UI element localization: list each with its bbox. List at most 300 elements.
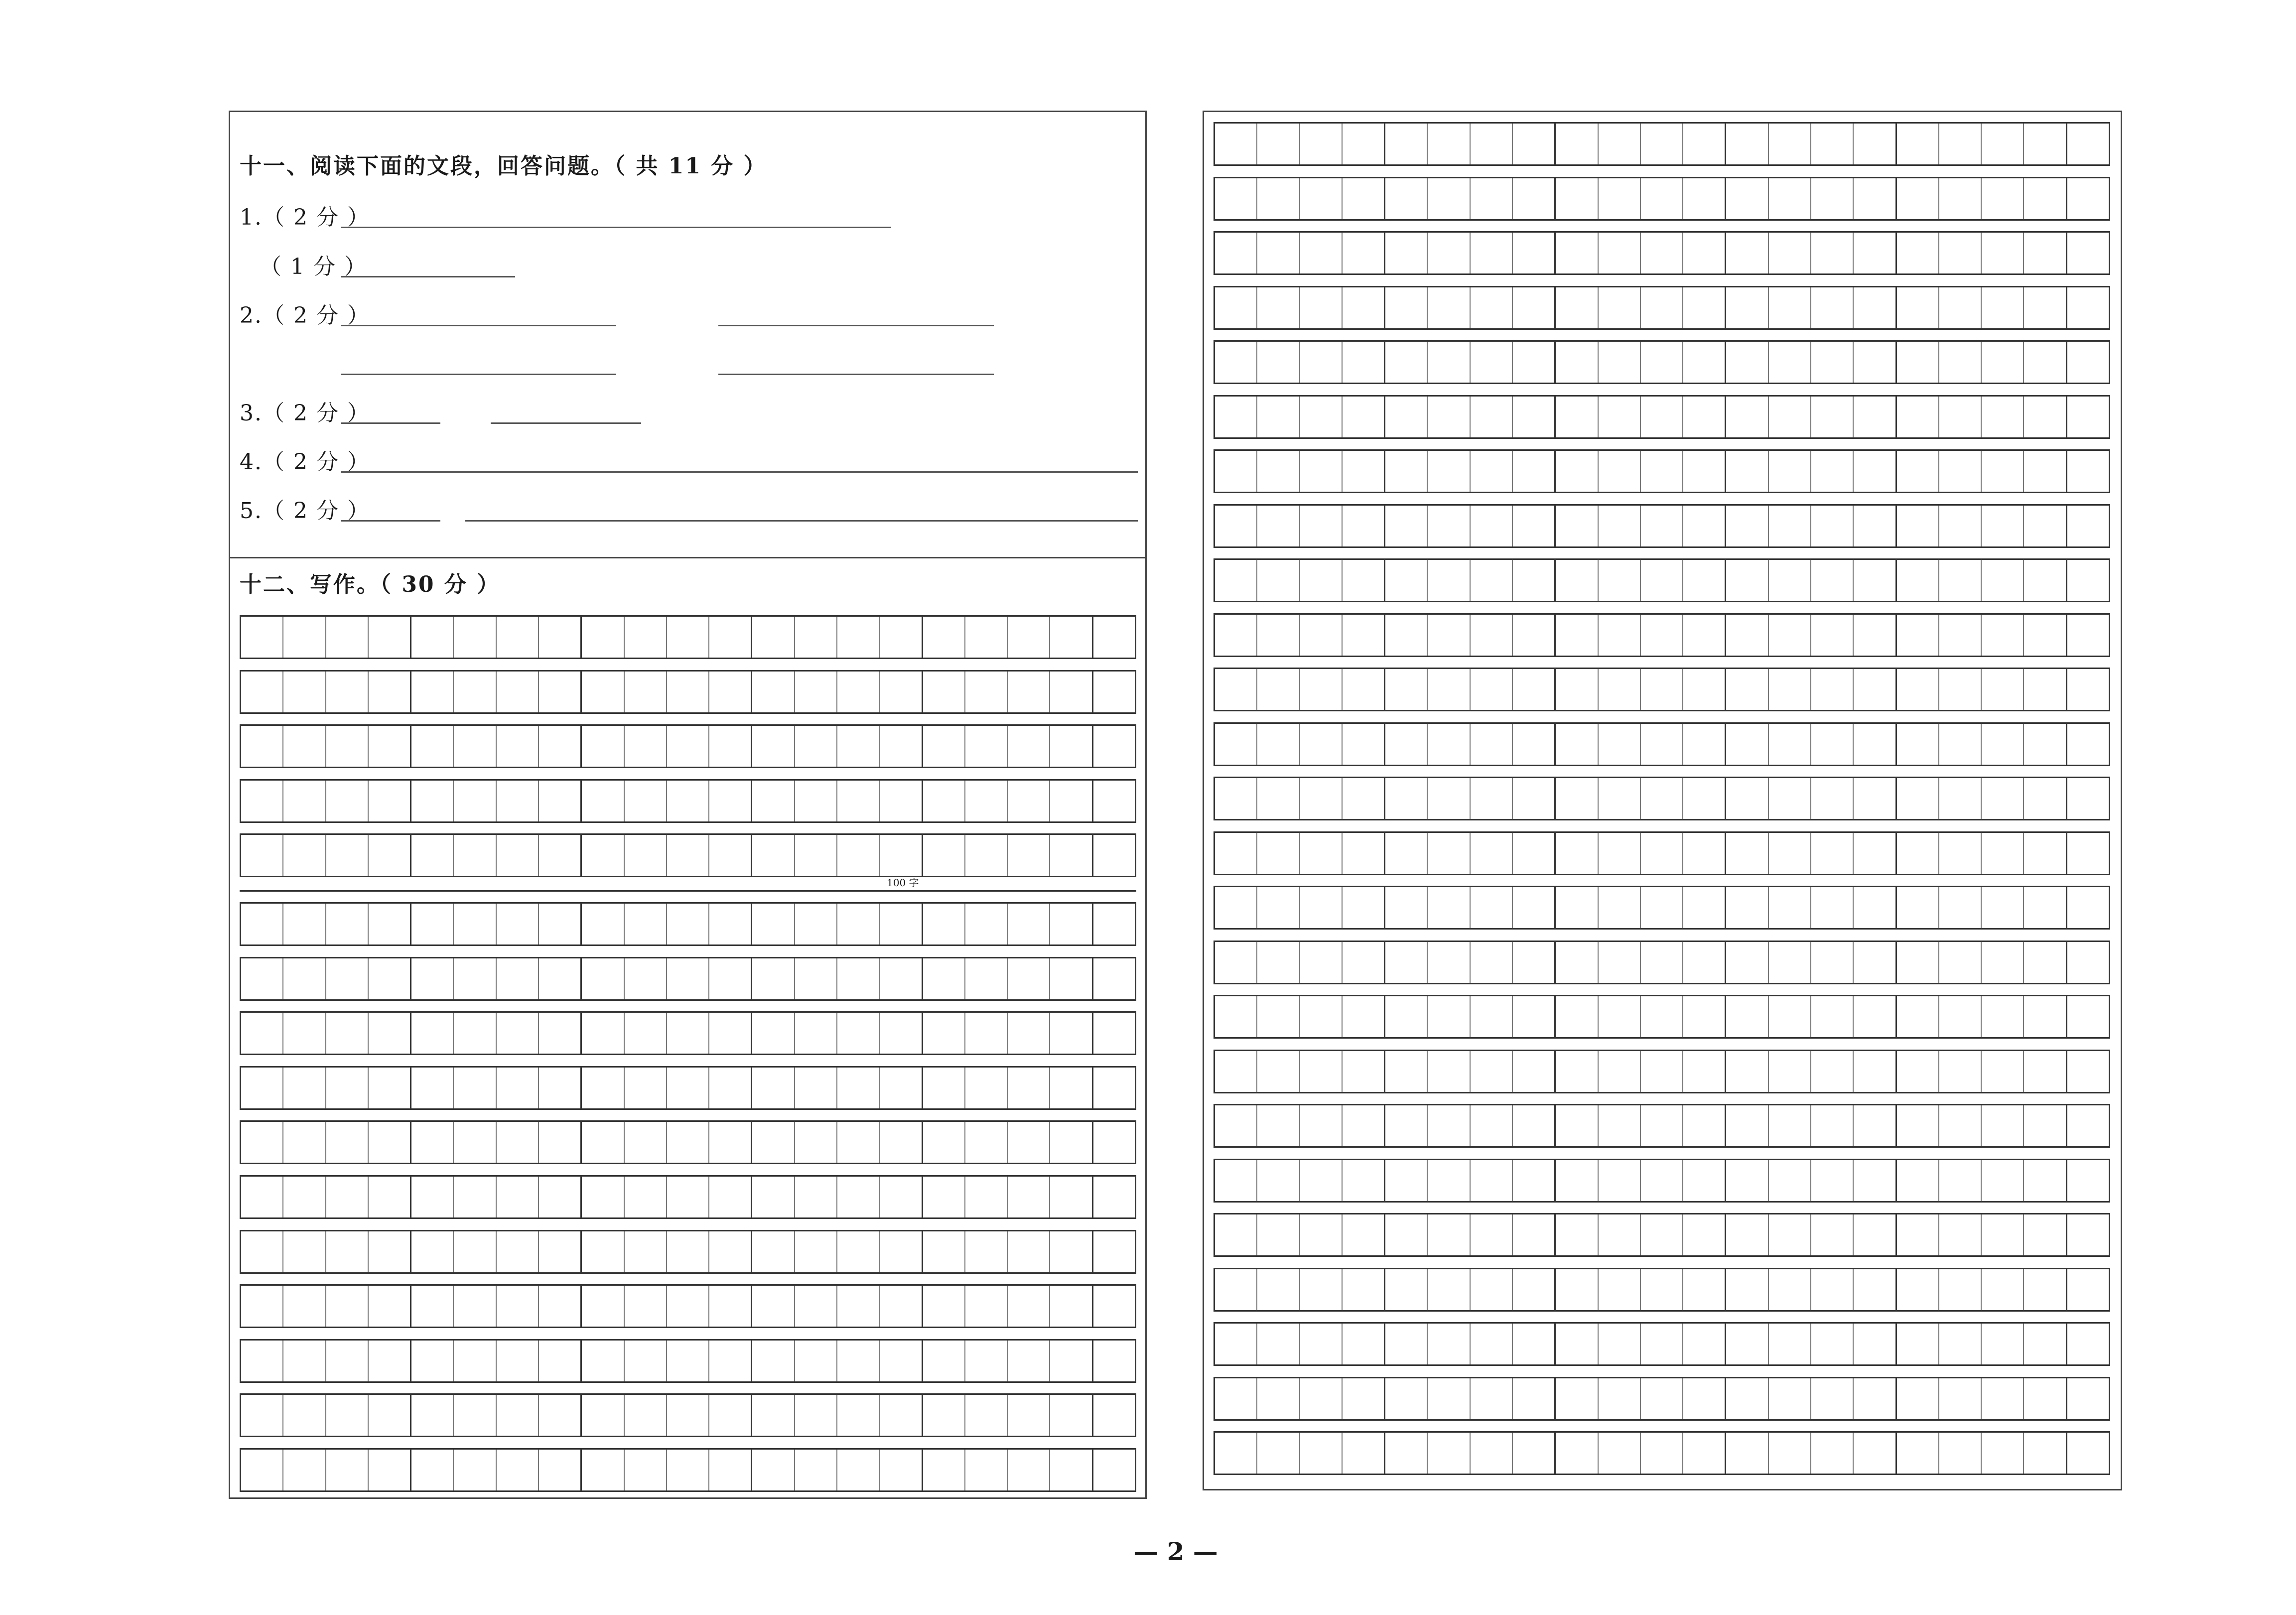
grid-cell[interactable] — [837, 1395, 880, 1436]
grid-cell[interactable] — [1050, 1450, 1093, 1490]
grid-cell[interactable] — [326, 958, 369, 999]
grid-cell[interactable] — [1300, 942, 1343, 983]
grid-cell[interactable] — [539, 672, 582, 712]
grid-cell[interactable] — [1300, 887, 1343, 928]
grid-cell[interactable] — [1982, 1105, 2024, 1146]
grid-cell[interactable] — [369, 958, 411, 999]
grid-cell[interactable] — [1513, 996, 1556, 1037]
grid-cell[interactable] — [1343, 1160, 1385, 1201]
grid-cell[interactable] — [1257, 287, 1300, 328]
grid-cell[interactable] — [837, 835, 880, 876]
grid-cell[interactable] — [1939, 1269, 1982, 1310]
grid-cell[interactable] — [497, 1177, 539, 1217]
grid-cell[interactable] — [837, 1013, 880, 1054]
grid-cell[interactable] — [1471, 560, 1513, 601]
grid-cell[interactable] — [625, 1341, 667, 1381]
grid-cell[interactable] — [1982, 669, 2024, 710]
grid-cell[interactable] — [1939, 342, 1982, 383]
grid-cell[interactable] — [625, 781, 667, 821]
grid-cell[interactable] — [1008, 781, 1050, 821]
grid-cell[interactable] — [1093, 1177, 1135, 1217]
grid-cell[interactable] — [283, 904, 326, 944]
grid-cell[interactable] — [497, 958, 539, 999]
grid-cell[interactable] — [1811, 1433, 1854, 1474]
grid-cell[interactable] — [1769, 397, 1811, 437]
answer-line[interactable] — [341, 520, 440, 522]
grid-cell[interactable] — [1769, 942, 1811, 983]
grid-cell[interactable] — [1343, 1269, 1385, 1310]
grid-cell[interactable] — [1385, 1214, 1428, 1255]
grid-cell[interactable] — [497, 726, 539, 767]
grid-cell[interactable] — [923, 781, 965, 821]
grid-cell[interactable] — [625, 1450, 667, 1490]
grid-cell[interactable] — [1897, 615, 1939, 656]
grid-cell[interactable] — [1769, 724, 1811, 765]
grid-cell[interactable] — [1257, 833, 1300, 874]
grid-cell[interactable] — [2067, 996, 2109, 1037]
grid-cell[interactable] — [411, 1395, 454, 1436]
grid-cell[interactable] — [241, 1122, 283, 1163]
grid-cell[interactable] — [1428, 233, 1470, 273]
grid-cell[interactable] — [241, 1231, 283, 1272]
grid-cell[interactable] — [709, 904, 752, 944]
grid-cell[interactable] — [2024, 342, 2067, 383]
grid-cell[interactable] — [1385, 1105, 1428, 1146]
grid-cell[interactable] — [1428, 451, 1470, 492]
grid-cell[interactable] — [1343, 1433, 1385, 1474]
grid-cell[interactable] — [582, 1450, 624, 1490]
grid-cell[interactable] — [1215, 506, 1257, 546]
grid-cell[interactable] — [965, 1013, 1008, 1054]
grid-cell[interactable] — [1897, 1214, 1939, 1255]
grid-cell[interactable] — [1811, 1214, 1854, 1255]
grid-cell[interactable] — [1471, 942, 1513, 983]
grid-cell[interactable] — [497, 617, 539, 658]
grid-cell[interactable] — [880, 1450, 923, 1490]
grid-cell[interactable] — [709, 781, 752, 821]
grid-cell[interactable] — [1897, 724, 1939, 765]
grid-cell[interactable] — [1385, 342, 1428, 383]
grid-cell[interactable] — [497, 1122, 539, 1163]
grid-cell[interactable] — [1939, 287, 1982, 328]
grid-cell[interactable] — [1257, 615, 1300, 656]
grid-cell[interactable] — [2024, 778, 2067, 819]
grid-cell[interactable] — [497, 1013, 539, 1054]
grid-cell[interactable] — [625, 1231, 667, 1272]
grid-cell[interactable] — [1854, 178, 1896, 219]
grid-cell[interactable] — [1854, 287, 1896, 328]
grid-cell[interactable] — [1428, 1324, 1470, 1364]
grid-cell[interactable] — [1343, 996, 1385, 1037]
grid-cell[interactable] — [1093, 958, 1135, 999]
grid-cell[interactable] — [1428, 1214, 1470, 1255]
grid-cell[interactable] — [1897, 397, 1939, 437]
grid-cell[interactable] — [1050, 835, 1093, 876]
grid-cell[interactable] — [1343, 778, 1385, 819]
grid-cell[interactable] — [283, 1341, 326, 1381]
grid-cell[interactable] — [1300, 451, 1343, 492]
grid-cell[interactable] — [1008, 904, 1050, 944]
grid-cell[interactable] — [2024, 397, 2067, 437]
grid-cell[interactable] — [1513, 1105, 1556, 1146]
grid-cell[interactable] — [1300, 178, 1343, 219]
grid-cell[interactable] — [1300, 397, 1343, 437]
grid-cell[interactable] — [1854, 1269, 1896, 1310]
grid-cell[interactable] — [1599, 451, 1641, 492]
grid-cell[interactable] — [1599, 124, 1641, 164]
grid-cell[interactable] — [454, 958, 496, 999]
grid-cell[interactable] — [667, 617, 709, 658]
grid-cell[interactable] — [1008, 1013, 1050, 1054]
grid-cell[interactable] — [283, 726, 326, 767]
grid-cell[interactable] — [752, 1286, 795, 1327]
grid-cell[interactable] — [923, 1177, 965, 1217]
grid-cell[interactable] — [411, 1013, 454, 1054]
grid-cell[interactable] — [795, 781, 837, 821]
grid-cell[interactable] — [369, 617, 411, 658]
grid-cell[interactable] — [1726, 887, 1768, 928]
grid-cell[interactable] — [1215, 124, 1257, 164]
grid-cell[interactable] — [369, 904, 411, 944]
grid-cell[interactable] — [241, 1068, 283, 1108]
grid-cell[interactable] — [2067, 1051, 2109, 1092]
grid-cell[interactable] — [539, 1068, 582, 1108]
grid-cell[interactable] — [625, 904, 667, 944]
grid-cell[interactable] — [709, 1013, 752, 1054]
grid-cell[interactable] — [454, 1013, 496, 1054]
grid-cell[interactable] — [1215, 833, 1257, 874]
grid-cell[interactable] — [1683, 1051, 1726, 1092]
grid-cell[interactable] — [837, 726, 880, 767]
grid-cell[interactable] — [283, 1450, 326, 1490]
grid-cell[interactable] — [1215, 669, 1257, 710]
grid-cell[interactable] — [1811, 615, 1854, 656]
grid-cell[interactable] — [1982, 287, 2024, 328]
grid-cell[interactable] — [241, 904, 283, 944]
grid-cell[interactable] — [1257, 560, 1300, 601]
grid-cell[interactable] — [1683, 669, 1726, 710]
grid-cell[interactable] — [1854, 1160, 1896, 1201]
grid-cell[interactable] — [1897, 451, 1939, 492]
grid-cell[interactable] — [1939, 887, 1982, 928]
grid-cell[interactable] — [1385, 287, 1428, 328]
grid-cell[interactable] — [1385, 1433, 1428, 1474]
grid-cell[interactable] — [497, 672, 539, 712]
grid-cell[interactable] — [1556, 506, 1598, 546]
grid-cell[interactable] — [667, 672, 709, 712]
grid-cell[interactable] — [667, 781, 709, 821]
grid-cell[interactable] — [1215, 1105, 1257, 1146]
grid-cell[interactable] — [1897, 124, 1939, 164]
grid-cell[interactable] — [1683, 560, 1726, 601]
grid-cell[interactable] — [1556, 669, 1598, 710]
grid-cell[interactable] — [880, 1395, 923, 1436]
grid-cell[interactable] — [1854, 942, 1896, 983]
grid-cell[interactable] — [795, 1341, 837, 1381]
grid-cell[interactable] — [1215, 451, 1257, 492]
grid-cell[interactable] — [369, 1395, 411, 1436]
grid-cell[interactable] — [1215, 397, 1257, 437]
grid-cell[interactable] — [1385, 560, 1428, 601]
grid-cell[interactable] — [1641, 397, 1683, 437]
grid-cell[interactable] — [923, 726, 965, 767]
grid-cell[interactable] — [1300, 1269, 1343, 1310]
grid-cell[interactable] — [1726, 833, 1768, 874]
grid-cell[interactable] — [1683, 996, 1726, 1037]
grid-cell[interactable] — [1343, 233, 1385, 273]
grid-cell[interactable] — [880, 1013, 923, 1054]
grid-cell[interactable] — [1471, 1105, 1513, 1146]
grid-cell[interactable] — [2067, 451, 2109, 492]
grid-cell[interactable] — [1008, 672, 1050, 712]
grid-cell[interactable] — [369, 1122, 411, 1163]
grid-cell[interactable] — [1683, 1160, 1726, 1201]
grid-cell[interactable] — [1599, 1324, 1641, 1364]
grid-cell[interactable] — [752, 904, 795, 944]
grid-cell[interactable] — [1513, 342, 1556, 383]
grid-cell[interactable] — [1982, 1160, 2024, 1201]
grid-cell[interactable] — [1556, 1214, 1598, 1255]
grid-cell[interactable] — [709, 617, 752, 658]
grid-cell[interactable] — [411, 1341, 454, 1381]
grid-cell[interactable] — [241, 958, 283, 999]
grid-cell[interactable] — [1854, 560, 1896, 601]
grid-cell[interactable] — [2024, 615, 2067, 656]
grid-cell[interactable] — [1641, 1051, 1683, 1092]
grid-cell[interactable] — [837, 958, 880, 999]
grid-cell[interactable] — [1769, 1433, 1811, 1474]
grid-cell[interactable] — [411, 904, 454, 944]
grid-cell[interactable] — [1641, 833, 1683, 874]
grid-cell[interactable] — [923, 1395, 965, 1436]
grid-cell[interactable] — [582, 904, 624, 944]
grid-cell[interactable] — [1428, 506, 1470, 546]
grid-cell[interactable] — [1683, 124, 1726, 164]
grid-cell[interactable] — [1556, 342, 1598, 383]
grid-cell[interactable] — [1897, 887, 1939, 928]
grid-cell[interactable] — [1769, 1214, 1811, 1255]
grid-cell[interactable] — [1769, 778, 1811, 819]
grid-cell[interactable] — [1897, 1378, 1939, 1419]
grid-cell[interactable] — [1300, 1105, 1343, 1146]
grid-cell[interactable] — [1513, 1433, 1556, 1474]
grid-cell[interactable] — [1300, 1214, 1343, 1255]
grid-cell[interactable] — [454, 781, 496, 821]
grid-cell[interactable] — [709, 1341, 752, 1381]
grid-cell[interactable] — [667, 726, 709, 767]
grid-cell[interactable] — [1556, 1324, 1598, 1364]
grid-cell[interactable] — [1769, 506, 1811, 546]
grid-cell[interactable] — [625, 1286, 667, 1327]
grid-cell[interactable] — [2067, 833, 2109, 874]
grid-cell[interactable] — [1513, 833, 1556, 874]
grid-cell[interactable] — [411, 1450, 454, 1490]
grid-cell[interactable] — [1428, 1051, 1470, 1092]
grid-cell[interactable] — [625, 617, 667, 658]
grid-cell[interactable] — [1215, 1269, 1257, 1310]
grid-cell[interactable] — [2067, 506, 2109, 546]
grid-cell[interactable] — [241, 781, 283, 821]
grid-cell[interactable] — [539, 726, 582, 767]
grid-cell[interactable] — [837, 781, 880, 821]
grid-cell[interactable] — [497, 1341, 539, 1381]
grid-cell[interactable] — [1854, 233, 1896, 273]
grid-cell[interactable] — [1939, 724, 1982, 765]
grid-cell[interactable] — [1939, 1378, 1982, 1419]
grid-cell[interactable] — [539, 1177, 582, 1217]
grid-cell[interactable] — [1257, 996, 1300, 1037]
grid-cell[interactable] — [411, 1286, 454, 1327]
grid-cell[interactable] — [1385, 451, 1428, 492]
grid-cell[interactable] — [1982, 178, 2024, 219]
grid-cell[interactable] — [1215, 178, 1257, 219]
grid-cell[interactable] — [1215, 1160, 1257, 1201]
grid-cell[interactable] — [837, 1341, 880, 1381]
grid-cell[interactable] — [1050, 726, 1093, 767]
grid-cell[interactable] — [1513, 124, 1556, 164]
grid-cell[interactable] — [795, 904, 837, 944]
grid-cell[interactable] — [667, 1177, 709, 1217]
grid-cell[interactable] — [326, 672, 369, 712]
grid-cell[interactable] — [283, 1395, 326, 1436]
grid-cell[interactable] — [1513, 669, 1556, 710]
grid-cell[interactable] — [1257, 506, 1300, 546]
grid-cell[interactable] — [1854, 397, 1896, 437]
grid-cell[interactable] — [1008, 1122, 1050, 1163]
grid-cell[interactable] — [539, 1450, 582, 1490]
grid-cell[interactable] — [1982, 560, 2024, 601]
grid-cell[interactable] — [1428, 124, 1470, 164]
grid-cell[interactable] — [1093, 1341, 1135, 1381]
grid-cell[interactable] — [1556, 397, 1598, 437]
grid-cell[interactable] — [1599, 1433, 1641, 1474]
grid-cell[interactable] — [1471, 1214, 1513, 1255]
grid-cell[interactable] — [965, 1341, 1008, 1381]
grid-cell[interactable] — [1683, 1105, 1726, 1146]
grid-cell[interactable] — [1093, 781, 1135, 821]
grid-cell[interactable] — [1257, 1269, 1300, 1310]
grid-cell[interactable] — [1257, 397, 1300, 437]
grid-cell[interactable] — [1385, 778, 1428, 819]
grid-cell[interactable] — [1726, 342, 1768, 383]
grid-cell[interactable] — [1897, 560, 1939, 601]
grid-cell[interactable] — [1599, 287, 1641, 328]
answer-line[interactable] — [718, 325, 994, 326]
grid-cell[interactable] — [326, 1450, 369, 1490]
grid-cell[interactable] — [1343, 1105, 1385, 1146]
grid-cell[interactable] — [2067, 778, 2109, 819]
grid-cell[interactable] — [795, 1286, 837, 1327]
answer-line[interactable] — [491, 422, 641, 424]
grid-cell[interactable] — [1939, 615, 1982, 656]
grid-cell[interactable] — [1385, 887, 1428, 928]
grid-cell[interactable] — [667, 1068, 709, 1108]
grid-cell[interactable] — [1939, 506, 1982, 546]
grid-cell[interactable] — [369, 672, 411, 712]
grid-cell[interactable] — [1811, 833, 1854, 874]
grid-cell[interactable] — [1385, 178, 1428, 219]
grid-cell[interactable] — [1811, 1051, 1854, 1092]
grid-cell[interactable] — [880, 1177, 923, 1217]
grid-cell[interactable] — [1513, 778, 1556, 819]
grid-cell[interactable] — [1982, 996, 2024, 1037]
grid-cell[interactable] — [2067, 887, 2109, 928]
grid-cell[interactable] — [625, 835, 667, 876]
grid-cell[interactable] — [539, 1122, 582, 1163]
grid-cell[interactable] — [1513, 287, 1556, 328]
grid-cell[interactable] — [1811, 778, 1854, 819]
grid-cell[interactable] — [1726, 287, 1768, 328]
grid-cell[interactable] — [1257, 942, 1300, 983]
grid-cell[interactable] — [2024, 1105, 2067, 1146]
grid-cell[interactable] — [1726, 397, 1768, 437]
grid-cell[interactable] — [709, 726, 752, 767]
grid-cell[interactable] — [1471, 451, 1513, 492]
grid-cell[interactable] — [625, 726, 667, 767]
grid-cell[interactable] — [241, 1395, 283, 1436]
grid-cell[interactable] — [1982, 342, 2024, 383]
grid-cell[interactable] — [497, 1231, 539, 1272]
grid-cell[interactable] — [1257, 778, 1300, 819]
grid-cell[interactable] — [1300, 342, 1343, 383]
grid-cell[interactable] — [2067, 342, 2109, 383]
answer-line[interactable] — [465, 520, 1138, 522]
grid-cell[interactable] — [1982, 451, 2024, 492]
grid-cell[interactable] — [1343, 451, 1385, 492]
grid-cell[interactable] — [1811, 560, 1854, 601]
grid-cell[interactable] — [1726, 778, 1768, 819]
grid-cell[interactable] — [1683, 178, 1726, 219]
grid-cell[interactable] — [1385, 1324, 1428, 1364]
grid-cell[interactable] — [2024, 560, 2067, 601]
grid-cell[interactable] — [582, 1395, 624, 1436]
grid-cell[interactable] — [923, 1450, 965, 1490]
grid-cell[interactable] — [1513, 560, 1556, 601]
grid-cell[interactable] — [837, 1450, 880, 1490]
grid-cell[interactable] — [752, 672, 795, 712]
grid-cell[interactable] — [2067, 1105, 2109, 1146]
grid-cell[interactable] — [283, 672, 326, 712]
grid-cell[interactable] — [1599, 942, 1641, 983]
grid-cell[interactable] — [369, 1341, 411, 1381]
grid-cell[interactable] — [2067, 942, 2109, 983]
grid-cell[interactable] — [326, 1177, 369, 1217]
grid-cell[interactable] — [582, 617, 624, 658]
grid-cell[interactable] — [2024, 1051, 2067, 1092]
grid-cell[interactable] — [1343, 833, 1385, 874]
grid-cell[interactable] — [1641, 124, 1683, 164]
grid-cell[interactable] — [1982, 1433, 2024, 1474]
grid-cell[interactable] — [1215, 233, 1257, 273]
grid-cell[interactable] — [2024, 669, 2067, 710]
grid-cell[interactable] — [1599, 1269, 1641, 1310]
grid-cell[interactable] — [1982, 1214, 2024, 1255]
grid-cell[interactable] — [1854, 778, 1896, 819]
grid-cell[interactable] — [1769, 178, 1811, 219]
grid-cell[interactable] — [1854, 506, 1896, 546]
answer-line[interactable] — [341, 276, 515, 277]
grid-cell[interactable] — [1726, 560, 1768, 601]
grid-cell[interactable] — [1343, 887, 1385, 928]
grid-cell[interactable] — [795, 1231, 837, 1272]
grid-cell[interactable] — [1300, 287, 1343, 328]
grid-cell[interactable] — [326, 1013, 369, 1054]
grid-cell[interactable] — [1257, 669, 1300, 710]
grid-cell[interactable] — [1641, 615, 1683, 656]
grid-cell[interactable] — [1854, 451, 1896, 492]
grid-cell[interactable] — [1726, 1214, 1768, 1255]
grid-cell[interactable] — [1556, 778, 1598, 819]
